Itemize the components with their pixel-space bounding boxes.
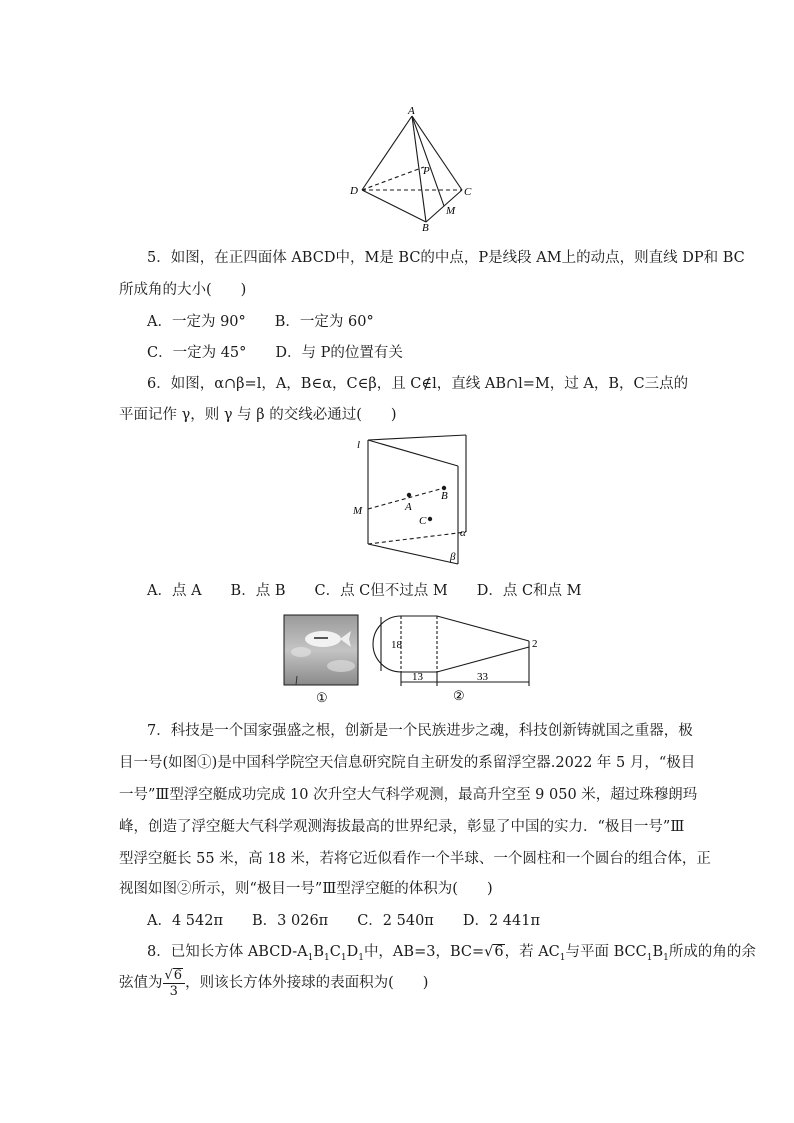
q7-stem-line3: 一号”Ⅲ型浮空艇成功完成 10 次升空大气科学观测，最高升空至 9 050 米，超过珠穆朗玛 (119, 787, 698, 803)
point-C (428, 517, 432, 521)
q8-frac-post: ，则该长方体外接球的表面积为( ) (185, 975, 429, 991)
q7-stem-line5: 型浮空艇长 55 米，高 18 米，若将它近似看作一个半球、一个圆柱和一个圆台的组合体，正 (119, 851, 711, 867)
q8-text-f: ，若 AC (504, 944, 560, 960)
photo-label: ① (316, 690, 328, 705)
subscript: 1 (340, 952, 347, 963)
subscript: 1 (323, 952, 330, 963)
q8-text-c: C (329, 944, 341, 960)
q7-stem-line4: 峰，创造了浮空艇大气科学观测海拔最高的世界纪录，彰显了中国的实力．“极目一号”Ⅲ (119, 819, 685, 835)
q5-options-row1: A．一定为 90° B．一定为 60° (147, 314, 374, 330)
q6-options: A．点 A B．点 B C．点 C但不过点 M D．点 C和点 M (147, 583, 582, 599)
q8-text-d: D (346, 944, 359, 960)
q5-options-row2: C．一定为 45° D．与 P的位置有关 (147, 345, 403, 361)
q5-stem-line2: 所成角的大小( ) (119, 282, 247, 298)
q7-stem-line6: 视图如图②所示，则“极目一号”Ⅲ型浮空艇的体积为( ) (119, 881, 493, 897)
tetrahedron-figure (346, 104, 478, 234)
label-M: M (353, 505, 363, 517)
subscript: 1 (646, 952, 653, 963)
dim-cylinder-label: 13 (412, 671, 423, 683)
q7-stem-line1: 7．科技是一个国家强盛之根，创新是一个民族进步之魂，科技创新铸就国之重器，极 (147, 723, 693, 739)
q8-text-a: 8．已知长方体 ABCD-A (147, 944, 308, 960)
label-D: D (350, 185, 358, 197)
subscript: 1 (663, 952, 669, 963)
q8-text-e: 中，AB=3，BC= (363, 944, 485, 960)
point-A (407, 493, 411, 497)
dim-frustum-label: 33 (477, 671, 488, 683)
label-beta: β (450, 551, 456, 563)
label-A: A (405, 501, 412, 513)
airship-front-view (365, 612, 545, 708)
q5-stem-line1: 5．如图，在正四面体 ABCD中，M是 BC的中点，P是线段 AM上的动点，则直线 DP和 BC (147, 250, 745, 266)
q7-options: A．4 542π B．3 026π C．2 540π D．2 441π (147, 913, 541, 929)
q8-stem-line2 (119, 966, 679, 1000)
subscript: 1 (559, 952, 566, 963)
q6-stem-line1: 6．如图，α∩β=l，A，B∈α，C∈β，且 C∉l，直线 AB∩l=M，过 A，B，C三点的 (147, 376, 689, 392)
q8-stem-line1: 8．已知长方体 ABCD-$A_1B_1C_1D_1$中，AB=3，BC=√6，若 $AC_1$与平面 $BCC_1B_1$所成的角的余 (147, 944, 756, 963)
bc-radicand: 6 (494, 944, 504, 960)
label-B: B (441, 490, 448, 502)
planes-figure (346, 432, 476, 570)
subscript: 1 (307, 952, 314, 963)
q8-frac-pre: 弦值为 (119, 975, 163, 991)
label-A: A (408, 105, 415, 117)
label-l: l (357, 439, 361, 451)
airship-photo (283, 614, 363, 708)
fraction-denominator: 3 (169, 983, 178, 999)
dim-tip-label: 2 (532, 638, 538, 650)
q6-stem-line2: 平面记作 γ，则 γ 与 β 的交线必通过( ) (119, 407, 397, 423)
label-C: C (464, 186, 472, 198)
fraction-numerator: 6 (173, 967, 183, 983)
q7-stem-line2: 目一号(如图①)是中国科学院空天信息研究院自主研发的系留浮空器.2022 年 5 月，“极目 (119, 755, 696, 771)
q8-text-b: B (313, 944, 324, 960)
drawing-label: ② (453, 688, 465, 703)
label-B: B (422, 222, 429, 234)
label-alpha: α (460, 527, 466, 539)
q8-text-h: B (652, 944, 664, 960)
dim-height-label: 18 (391, 639, 402, 651)
cosine-fraction: $\frac{√6}{3}$ (163, 968, 186, 999)
q8-text-g: 与平面 BCC (565, 944, 647, 960)
label-C: C (419, 515, 427, 527)
subscript: 1 (358, 952, 364, 963)
label-P: P (423, 165, 430, 177)
q8-text-i: 所成的角的余 (668, 944, 756, 960)
label-M: M (446, 205, 456, 217)
